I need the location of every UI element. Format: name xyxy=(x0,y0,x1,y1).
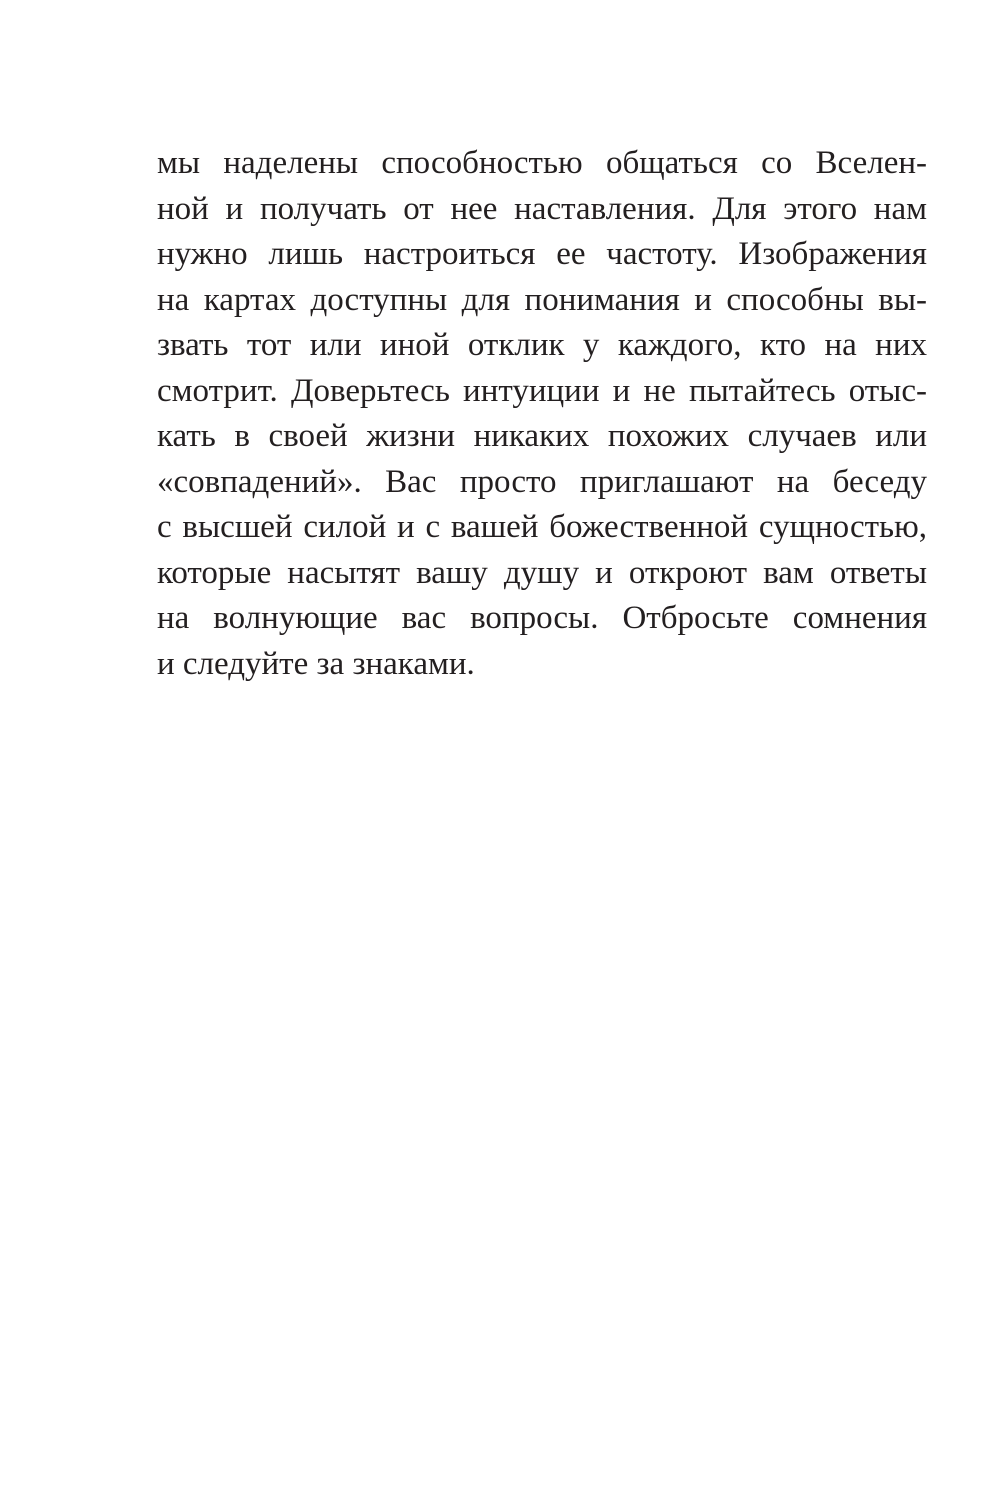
body-paragraph xyxy=(157,141,927,687)
text-line-9: с высшей силой и с вашей божественной сущностью, xyxy=(157,509,927,545)
text-line-2: ной и получать от нее наставления. Для этого нам xyxy=(157,190,927,227)
text-line-10: которые насытят вашу душу и откроют вам ответы xyxy=(157,554,927,591)
text-line-1: мы наделены способностью общаться со Вселен- xyxy=(157,145,927,181)
text-line-8: «совпадений». Вас просто приглашают на беседу xyxy=(157,463,927,500)
text-line-6: смотрит. Доверьтесь интуиции и не пытайтесь отыс- xyxy=(157,372,927,409)
text-line-4: на картах доступны для понимания и способны вы- xyxy=(157,281,927,318)
text-line-11: на волнующие вас вопросы. Отбросьте сомнения xyxy=(157,600,927,636)
text-line-7: кать в своей жизни никаких похожих случаев или xyxy=(157,418,927,454)
text-line-12: и следуйте за знаками. xyxy=(157,645,475,682)
text-line-5: звать тот или иной отклик у каждого, кто на них xyxy=(157,327,927,363)
text-line-3: нужно лишь настроиться ее частоту. Изображения xyxy=(157,236,927,272)
